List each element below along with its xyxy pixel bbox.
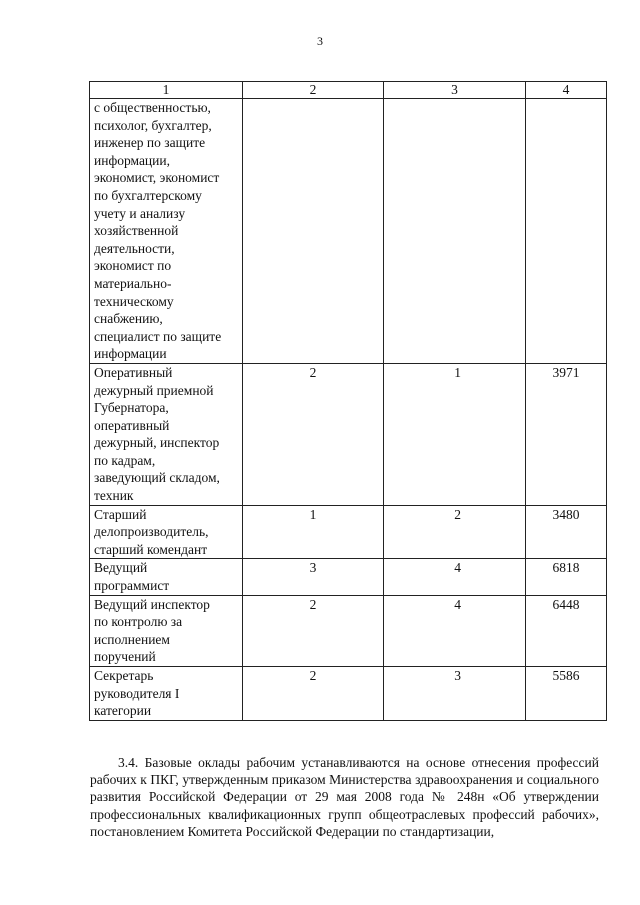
base-salary-cell: 6448 [526, 595, 607, 666]
base-salary-cell: 6818 [526, 559, 607, 595]
qualification-group-cell: 3 [243, 559, 384, 595]
qualification-level-cell: 4 [384, 595, 526, 666]
base-salary-cell: 3480 [526, 505, 607, 559]
qualification-group-cell: 2 [243, 363, 384, 505]
qualification-level-cell: 2 [384, 505, 526, 559]
position-name-cell: Ведущий программист [90, 559, 243, 595]
table-row [90, 667, 607, 721]
column-header-1: 1 [90, 82, 243, 99]
table-row [90, 363, 607, 505]
position-name-cell: Секретарь руководителя I категории [90, 667, 243, 721]
body-paragraph: 3.4. Базовые оклады рабочим устанавливаются на основе отнесения профессий рабочих к ПКГ, утвержденным приказом Министерства здравоохранения и социального развития Российской Федерации от 29 мая 2008 года № 248н «Об утверждении профессиональных квалификационных групп общеотраслевых профессий рабочих», постановлением Комитета Российской Федерации по стандартизации, [90, 754, 599, 840]
page-number: 3 [317, 34, 323, 48]
position-name-cell: Оперативный дежурный приемной Губернатора, оперативный дежурный, инспектор по кадрам, заведующий складом, техник [90, 363, 243, 505]
qualification-group-cell: 2 [243, 667, 384, 721]
table-row [90, 559, 607, 595]
position-name-cell: Старший делопроизводитель, старший комендант [90, 505, 243, 559]
qualification-level-cell: 1 [384, 363, 526, 505]
qualification-level-cell [384, 99, 526, 364]
salary-table [89, 81, 607, 721]
base-salary-cell: 3971 [526, 363, 607, 505]
table-header-row [90, 82, 607, 99]
qualification-group-cell [243, 99, 384, 364]
table-row [90, 595, 607, 666]
qualification-group-cell: 1 [243, 505, 384, 559]
table-row [90, 505, 607, 559]
base-salary-cell [526, 99, 607, 364]
qualification-level-cell: 3 [384, 667, 526, 721]
qualification-group-cell: 2 [243, 595, 384, 666]
qualification-level-cell: 4 [384, 559, 526, 595]
table-row [90, 99, 607, 364]
base-salary-cell: 5586 [526, 667, 607, 721]
position-name-cell: Ведущий инспектор по контролю за исполнением поручений [90, 595, 243, 666]
column-header-4: 4 [526, 82, 607, 99]
column-header-2: 2 [243, 82, 384, 99]
column-header-3: 3 [384, 82, 526, 99]
position-name-cell: с общественностью, психолог, бухгалтер, инженер по защите информации, экономист, экономист по бухгалтерскому учету и анализу хозяйственной деятельности, экономист по материально- техническому снабжению, специалист по защите информации [90, 99, 243, 364]
